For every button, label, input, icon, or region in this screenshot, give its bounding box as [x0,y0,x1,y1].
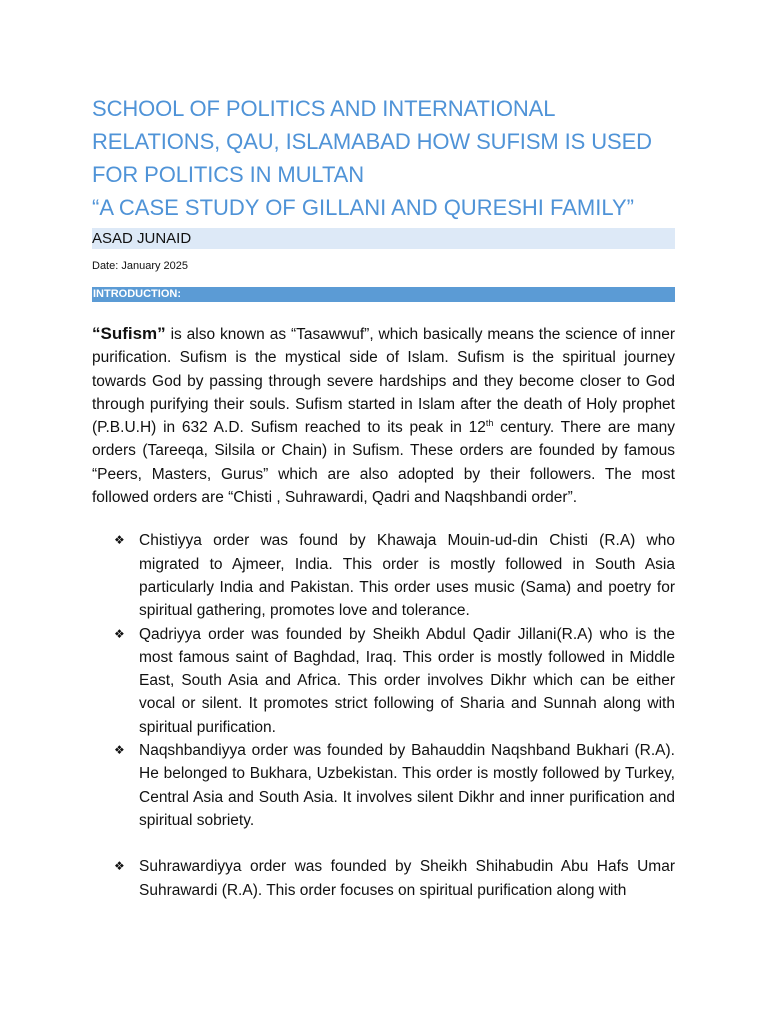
diamond-bullet-icon: ❖ [114,533,125,548]
sufi-orders-list [92,529,675,901]
list-item [92,529,675,622]
list-item-text: Suhrawardiyya order was founded by Sheikh Shihabudin Abu Hafs Umar Suhrawardi (R.A). This order focuses on spiritual purification along with [139,858,675,899]
list-item-text: Qadriyya order was founded by Sheikh Abdul Qadir Jillani(R.A) who is the most famous saint of Baghdad, Iraq. This order is mostly followed in Middle East, South Asia and Africa. This order involves Dikhr which can be either vocal or silent. It promotes strict following of Sharia and Sunnah along with spiritual purification. [139,625,675,736]
intro-text-b: century. There are many orders (Tareeqa, Silsila or Chain) in Sufism. These orders are founded by famous “Peers, Masters, Gurus” which are also adopted by their followers. The most followed orders are “Chisti , Suhrawardi, Qadri and Naqshbandi order”. [92,419,675,507]
diamond-bullet-icon: ❖ [114,626,125,641]
intro-superscript: th [485,418,494,429]
author-name: ASAD JUNAID [92,228,675,249]
intro-paragraph [92,322,675,509]
intro-text-a: is also known as “Tasawwuf”, which basically means the science of inner purification. Sufism is the mystical side of Islam. Sufism is the spiritual journey towards God by passing through severe hardships and they become closer to God through purifying their souls. Sufism started in Islam after the death of Holy prophet (P.B.U.H) in 632 A.D. Sufism reached to its peak in 12 [92,326,675,437]
section-heading-introduction: INTRODUCTION: [92,287,675,302]
list-item [92,855,675,902]
document-page [92,92,675,902]
list-item-text: Naqshbandiyya order was founded by Bahauddin Naqshband Bukhari (R.A). He belonged to Bukhara, Uzbekistan. This order is mostly followed by Turkey, Central Asia and South Asia. It involves silent Dikhr and inner purification and spiritual sobriety. [139,742,675,829]
diamond-bullet-icon: ❖ [114,859,125,874]
diamond-bullet-icon: ❖ [114,743,125,758]
list-item [92,739,675,832]
list-item-text: Chistiyya order was found by Khawaja Mouin-ud-din Chisti (R.A) who migrated to Ajmeer, India. This order is mostly followed in South Asia particularly India and Pakistan. This order uses music (Sama) and poetry for spiritual gathering, promotes love and tolerance. [139,532,675,620]
document-subtitle: “A CASE STUDY OF GILLANI AND QURESHI FAMILY” [92,195,634,220]
list-item [92,623,675,739]
document-title: SCHOOL OF POLITICS AND INTERNATIONAL RELATIONS, QAU, ISLAMABAD HOW SUFISM IS USED FOR POLITICS IN MULTAN [92,96,652,187]
document-date: Date: January 2025 [92,260,189,272]
intro-term: “Sufism” [92,324,166,343]
